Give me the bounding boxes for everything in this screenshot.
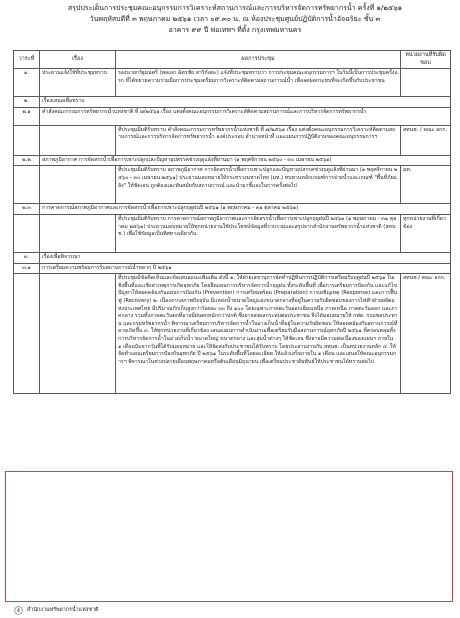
table-row <box>14 107 451 125</box>
agenda-topic: ประธานแจ้งให้ที่ประชุมทราบ <box>40 69 116 97</box>
agenda-number: ๓.๑ <box>14 263 40 274</box>
agenda-number <box>14 274 40 394</box>
agenda-result: ที่ประชุมมีมติรับทราบ สภาพภูมิอากาศ การจัดสรรน้ำเพื่อการเพาะปลูกและปัญหาอุปสรรคช่วงฤดูแล้งที่ผ่านมา (๑ พฤศจิกายน ๒๕๖๐ - ๓๐ เมษายน ๒๕๖๑) ประธานมอบหมายให้กระทรวงมหาดไทย (มท.) ทบทวนหลักเกณฑ์การจ่ายน้ำและเกณฑ์ "พื้นที่ภัยแล้ง" ให้ชัดเจน ถูกต้องและทันสมัยกับสถานการณ์ และนำมาชี้แจงในการครั้งต่อไป <box>116 166 401 204</box>
agenda-result: ที่ประชุมมีข้อคิดเห็นและข้อเสนอแนะเพิ่มเติม ดังนี้ ๑. ให้ฝ่ายเลขานุการจัดทำปฏิทินการปฏิบัติการเตรียมรับฤดูฝนปี ๒๕๖๑ ในเชิงพื้นที่และเชิงสาเหตุการเกิดอุทกภัย โดยยึดแผนการบริหารจัดการน้ำฤดูฝน ทั้งระดับพื้นที่ เพื่อการเตรียมการป้องกัน และแก้ไขปัญหาให้สอดคล้องกันแผนการป้องกัน (Prevention) การเตรียมพร้อม (Preparation) การเผชิญเหตุ (Response) และการฟื้นฟู (Recovery) ๒. เนื่องจากสภาพปัจจุบัน มีแหล่งน้ำขนาดใหญ่และขนาดกลางที่อยู่ในความรับผิดชอบของการไฟฟ้าฝ่ายผลิตแห่งประเทศไทย มีปริมาณกักเก็บสูงกว่าร้อยละ ๓๐ ถึง ๑๐๐ โดยเฉพาะภาคตะวันออกเฉียงเหนือ ภาคเหนือ ภาคตะวันออก และภาคกลาง รวมทั้งภาคตะวันตกที่อาจมีฝนตกหนักกว่าปกติ ซึ่งอาจส่งผลกระทบต่อประชาชน จึงได้มอบหมายให้ กฟผ. กรมชลประทาน และกรมทรัพยากรน้ำ พิจารณาเตรียมการบริหารจัดการน้ำในอ่างเก็บน้ำที่อยู่ในความรับผิดชอบ ให้สอดคล้องกับสถานการณ์ที่อาจเกิดขึ้น ๓. ให้ทุกหน่วยงานที่เกี่ยวข้อง เสนอแผนการดำเนินงานเพื่อเตรียมรับมือสถานการณ์อุทกภัยปี ๒๕๖๑ ที่ครอบคลุมทั้งการบริหารจัดการน้ำในอ่างเก็บน้ำ ขนาดใหญ่ ขนาดกลาง และลุ่มน้ำต่างๆ ให้ชัดเจน ซึ่งอาจมีความต่อเนื่องของแผนฯ ภายใน ๑ เดือนนับจากวันที่ได้รับมอบหมาย และให้จัดส่งกับประชาชนได้รับทราบ โดยประสานงานกับ สทนช. เป็นหน่วยงานหลัก ๔. ให้จัดทำแผนเตรียมการป้องกันอุทกภัย ปี ๒๕๖๑ ในระดับพื้นที่โดยละเอียด ให้แล้วเสร็จภายใน ๑ เดือน และเสนอให้คณะอนุกรรมการฯ พิจารณาในช่วงปลายเดือนพฤษภาคมหรือต้นเดือนมิถุนายน เพื่อเตรียมประชาสัมพันธ์ให้ประชาชนได้ทราบต่อไป <box>116 274 401 394</box>
agenda-agency: ทุกหน่วยงานที่เกี่ยวข้อง <box>401 214 451 252</box>
agenda-result: รองนายกรัฐมนตรี (พลเอก ฉัตรชัย สาริกัลยะ) แจ้งที่ประชุมทราบว่า การประชุมคณะอนุกรรมการฯ ในวันนี้เป็นการประชุมครั้งแรก ที่ได้ขยายความร่วมมือการประชุมเตรียมการวิเคราะห์ติดตามสถานการณ์น้ำ เพื่อลดผลกระทบที่จะเกิดขึ้นกับประชาชน <box>116 69 401 97</box>
agenda-number: ๒.๑ <box>14 107 40 125</box>
table-row <box>14 155 451 166</box>
highlight-box <box>5 471 453 602</box>
table-row <box>14 125 451 155</box>
column-header-result: ผลการประชุม <box>116 51 401 69</box>
minutes-table <box>13 50 451 394</box>
table-row <box>14 263 451 274</box>
agenda-subtopic: การคาดการณ์สภาพภูมิอากาศและการจัดสรรน้ำเพื่อการเพาะปลูกฤดูฝนปี ๒๕๖๑ (๑ พฤษภาคม - ๓๑ ตุลาคม ๒๕๖๑) <box>40 204 451 215</box>
agenda-agency: สทนช./ คณะ อกก. <box>401 274 451 394</box>
column-header-topic: เรื่อง <box>40 51 116 69</box>
agenda-result: ที่ประชุมมีมติรับทราบ การคาดการณ์สภาพภูมิอากาศและการจัดสรรน้ำเพื่อการเพาะปลูกฤดูฝนปี ๒๕๖๑ (๑ พฤษภาคม - ๓๑ ตุลาคม ๒๕๖๑) ประธานมอบหมายให้ทุกหน่วยงานใช้ประโยชน์ข้อมูลที่รวบรวมและสรุปจากสำนักงานทรัพยากรน้ำแห่งชาติ (สทนช.) เพื่อใช้ข้อมูลเป็นทิศทางเดียวกัน <box>116 214 401 252</box>
agenda-topic <box>40 125 116 155</box>
agenda-number: ๒.๓ <box>14 204 40 215</box>
table-header-row <box>14 51 451 69</box>
agenda-number: ๒.๒ <box>14 155 40 166</box>
table-row <box>14 69 451 97</box>
agenda-topic <box>40 274 116 394</box>
agenda-section-heading: เรื่องเพื่อพิจารณา <box>40 252 451 263</box>
document-title: สรุปประเด็นการประชุมคณะอนุกรรมการวิเคราะห์สถานการณ์และการบริหารจัดการทรัพยากรน้ำ ครั้งที่ ๑/๒๕๖๑ <box>67 4 403 12</box>
agenda-number: ๓. <box>14 252 40 263</box>
table-row <box>14 252 451 263</box>
agenda-subtopic: สภาพภูมิอากาศ การจัดสรรน้ำเพื่อการเพาะปลูกและปัญหาอุปสรรคช่วงฤดูแล้งที่ผ่านมา (๑ พฤศจิกายน ๒๕๖๐ - ๓๐ เมษายน ๒๕๖๑) <box>40 155 451 166</box>
agenda-number: ๑. <box>14 69 40 97</box>
agenda-topic <box>40 166 116 204</box>
agenda-number: ๒. <box>14 97 40 108</box>
table-row <box>14 166 451 204</box>
agenda-topic <box>40 214 116 252</box>
table-row <box>14 274 451 394</box>
table-row <box>14 204 451 215</box>
table-row <box>14 97 451 108</box>
agenda-number <box>14 125 40 155</box>
table-row <box>14 214 451 252</box>
agenda-agency <box>401 69 451 97</box>
agenda-agency: สทนช. / คณะ อกก. <box>401 125 451 155</box>
column-header-agency: หน่วยงานที่รับผิดชอบ <box>401 51 451 69</box>
agenda-result: ที่ประชุมมีมติรับทราบ คำสั่งคณะกรรมการทรัพยากรน้ำแห่งชาติ ที่ ๗/๒๕๖๑ เรื่อง แต่งตั้งคณะอนุกรรมการวิเคราะห์ติดตามสถานการณ์และการบริหารจัดการทรัพยากรน้ำ องค์ประกอบ อำนาจหน้าที่ และแผนการปฏิบัติงานของคณะอนุกรรมการฯ <box>116 125 401 155</box>
meeting-date-line: วันพฤหัสบดีที่ ๓ พฤษภาคม ๒๕๖๑ เวลา ๐๙.๓๐ น. ณ ห้องประชุมศูนย์ปฏิบัติการน้ำอัจฉริยะ ชั้น ๓ <box>89 15 381 23</box>
agenda-section-heading: เรื่องเสนอเพื่อทราบ <box>40 97 451 108</box>
agency-logo-icon <box>14 606 23 615</box>
footer-org-name: สำนักงานทรัพยากรน้ำแห่งชาติ <box>27 607 99 613</box>
agenda-subtopic: คำสั่งคณะกรรมการทรัพยากรน้ำแห่งชาติ ที่ ๗/๒๕๖๑ เรื่อง แต่งตั้งคณะอนุกรรมการวิเคราะห์ติดตามสถานการณ์และการบริหารจัดการทรัพยากรน้ำ <box>40 107 451 125</box>
page-footer <box>14 604 99 616</box>
agenda-agency: มท. <box>401 166 451 204</box>
agenda-subtopic: การเตรียมความพร้อมการรับสถานการณ์น้ำหลาก ปี ๒๕๖๑ <box>40 263 451 274</box>
agenda-number <box>14 166 40 204</box>
agenda-number <box>14 214 40 252</box>
meeting-building-line: อาคาร ๙๙ ปี พ่อเทพฯ ที่ตั้ง กรุงเทพมหานคร <box>168 26 302 34</box>
column-header-agenda-no: วาระที่ <box>14 51 40 69</box>
